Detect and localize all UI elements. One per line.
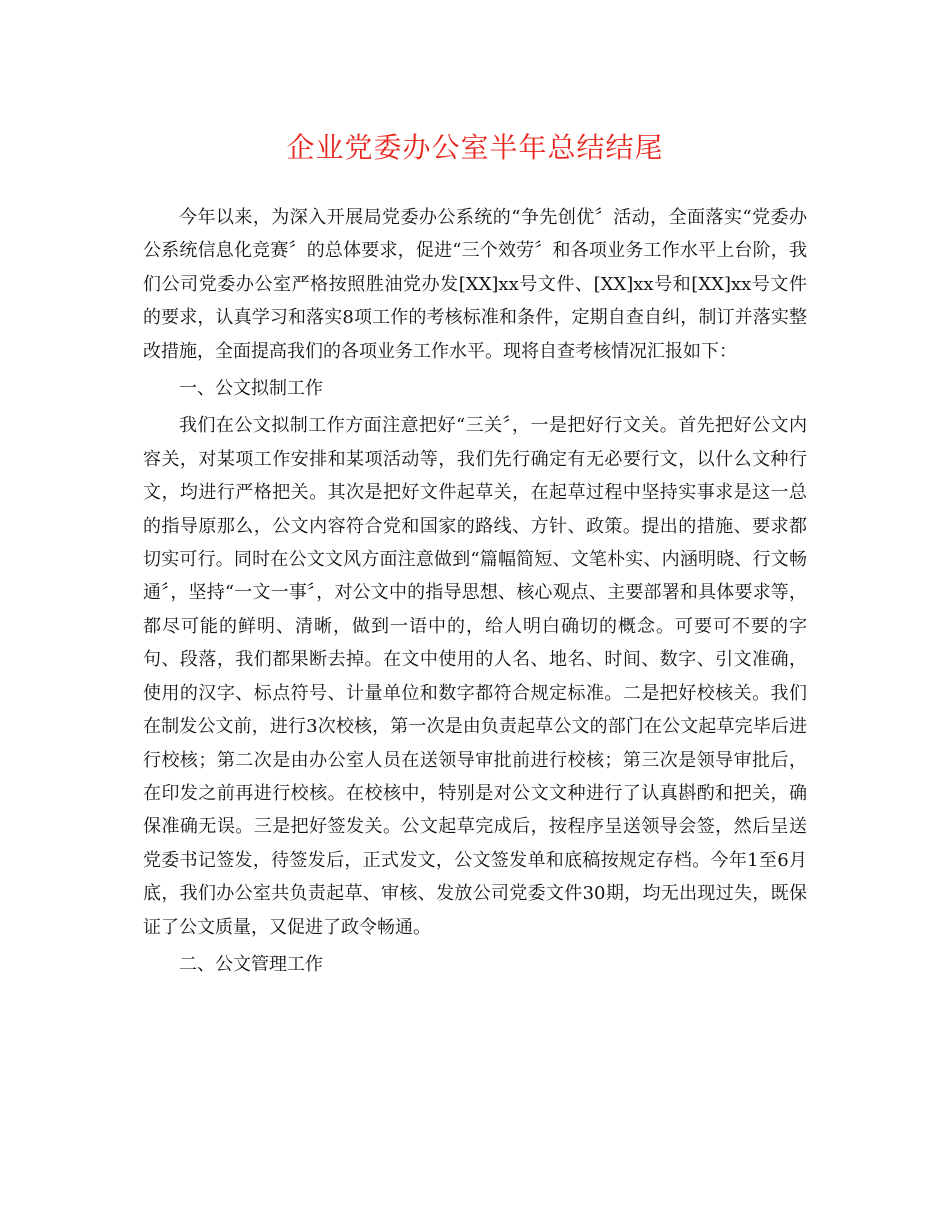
document-body (143, 201, 807, 981)
section-1-paragraph: 我们在公文拟制工作方面注意把好“三关〞，一是把好行文关。首先把好公文内容关，对某项工作安排和某项活动等，我们先行确定有无必要行文，以什么文种行文，均进行严格把关。其次是把好文件起草关，在起草过程中坚持实事求是这一总的指导原那么，公文内容符合党和国家的路线、方针、政策。提出的措施、要求都切实可行。同时在公文文风方面注意做到“篇幅简短、文笔朴实、内涵明晓、行文畅通〞，坚持“一文一事〞，对公文中的指导思想、核心观点、主要部署和具体要求等，都尽可能的鲜明、清晰，做到一语中的，给人明白确切的概念。可要可不要的字句、段落，我们都果断去掉。在文中使用的人名、地名、时间、数字、引文准确，使用的汉字、标点符号、计量单位和数字都符合规定标准。二是把好校核关。我们在制发公文前，进行3次校核，第一次是由负责起草公文的部门在公文起草完毕后进行校核；第二次是由办公室人员在送领导审批前进行校核；第三次是领导审批后，在印发之前再进行校核。在校核中，特别是对公文文种进行了认真斟酌和把关，确保准确无误。三是把好签发关。公文起草完成后，按程序呈送领导会签，然后呈送党委书记签发，待签发后，正式发文，公文签发单和底稿按规定存档。今年1至6月底，我们办公室共负责起草、审核、发放公司党委文件30期，均无出现过失，既保证了公文质量，又促进了政令畅通。 (143, 415, 807, 938)
intro-paragraph: 今年以来，为深入开展局党委办公系统的“争先创优〞活动，全面落实“党委办公系统信息化竞赛〞的总体要求，促进“三个效劳〞和各项业务工作水平上台阶，我们公司党委办公室严格按照胜油党办发[XX]xx号文件、[XX]xx号和[XX]xx号文件的要求，认真学习和落实8项工作的考核标准和条件，定期自查自纠，制订并落实整改措施，全面提高我们的各项业务工作水平。现将自查考核情况汇报如下： (143, 207, 807, 362)
section-heading-2: 二、公文管理工作 (179, 953, 323, 975)
section-heading-1: 一、公文拟制工作 (179, 378, 323, 400)
document-title: 企业党委办公室半年总结结尾 (286, 131, 664, 164)
